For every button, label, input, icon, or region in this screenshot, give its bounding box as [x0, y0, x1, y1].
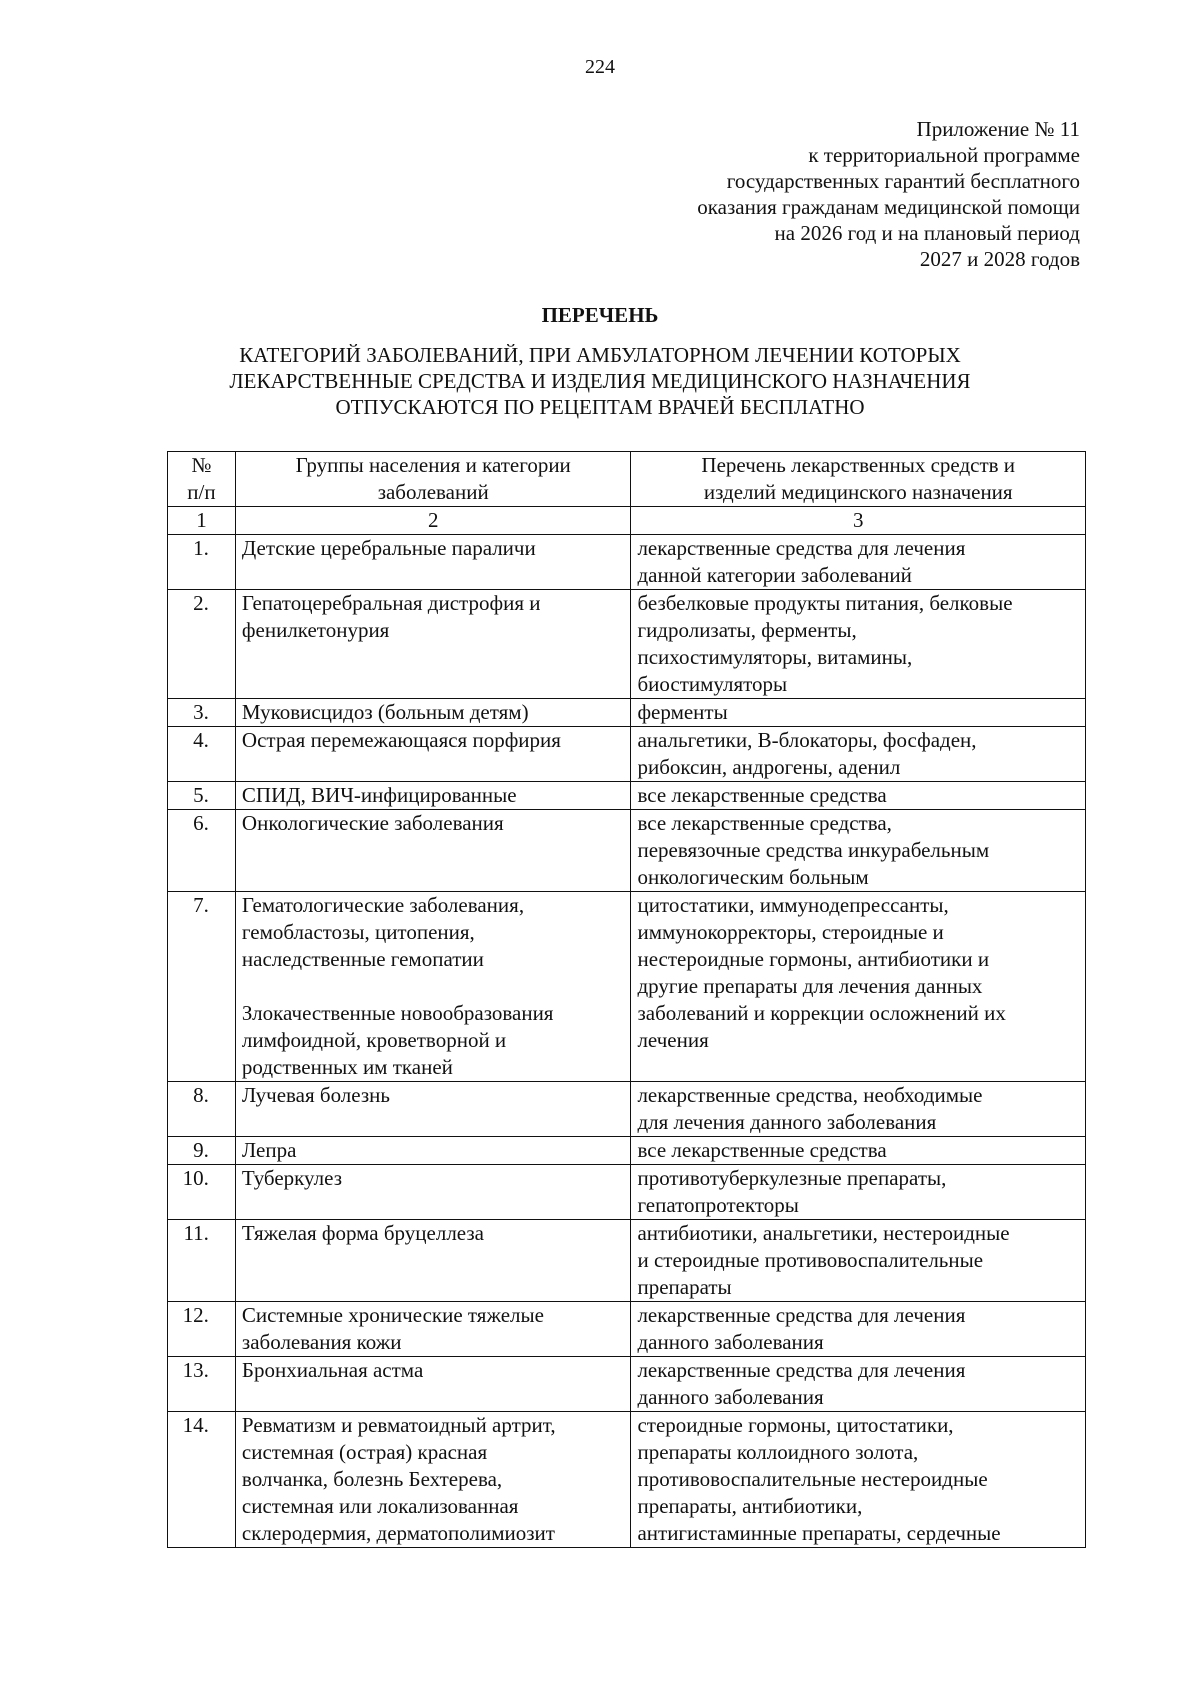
header-line: заболеваний [377, 480, 489, 504]
appendix-line: оказания гражданам медицинской помощи [697, 195, 1080, 219]
cell-line: Острая перемежающаяся порфирия [241, 728, 561, 752]
document-title: ПЕРЕЧЕНЬ [541, 303, 659, 327]
cell-line: заболеваний и коррекции осложнений их [637, 1001, 1006, 1025]
appendix-line: Приложение № 11 [916, 117, 1080, 141]
column-number-row [168, 507, 1086, 535]
drugs-cell [631, 1302, 1086, 1357]
appendix-line: на 2026 год и на плановый период [774, 221, 1080, 245]
category-cell [235, 782, 631, 810]
cell-line: антибиотики, анальгетики, нестероидные [637, 1221, 1010, 1245]
cell-line: другие препараты для лечения данных [637, 974, 983, 998]
table-row [168, 535, 1086, 590]
line-gap [242, 973, 625, 1000]
cell-line: и стероидные противовоспалительные [637, 1248, 984, 1272]
cell-line: лекарственные средства для лечения [637, 1358, 966, 1382]
diseases-table [167, 451, 1086, 1548]
row-number: 13. [168, 1357, 236, 1412]
drugs-cell [631, 1137, 1086, 1165]
cell-line: биостимуляторы [637, 672, 788, 696]
cell-line: заболевания кожи [241, 1330, 402, 1354]
cell-line: волчанка, болезнь Бехтерева, [241, 1467, 503, 1491]
drugs-cell [631, 535, 1086, 590]
cell-line: лекарственные средства для лечения [637, 536, 966, 560]
cell-line: препараты [637, 1275, 732, 1299]
table-header-row [168, 452, 1086, 507]
cell-line: препараты коллоидного золота, [637, 1440, 919, 1464]
table-row [168, 1137, 1086, 1165]
row-number: 1. [168, 535, 236, 590]
cell-line: Онкологические заболевания [241, 811, 504, 835]
category-cell [235, 1412, 631, 1548]
header-line: № [191, 453, 212, 477]
cell-line: данного заболевания [637, 1330, 824, 1354]
cell-line: безбелковые продукты питания, белковые [637, 591, 1013, 615]
cell-line: противотуберкулезные препараты, [637, 1166, 947, 1190]
cell-line: СПИД, ВИЧ-инфицированные [241, 783, 517, 807]
cell-line: склеродермия, дерматополимиозит [241, 1521, 555, 1545]
cell-line: Туберкулез [241, 1166, 342, 1190]
row-number: 14. [168, 1412, 236, 1548]
row-number: 5. [168, 782, 236, 810]
row-number: 2. [168, 590, 236, 699]
cell-line: лекарственные средства для лечения [637, 1303, 966, 1327]
cell-line: рибоксин, андрогены, аденил [637, 755, 901, 779]
cell-line: лимфоидной, кроветворной и [241, 1028, 507, 1052]
column-number: 3 [631, 507, 1086, 535]
table-row [168, 590, 1086, 699]
cell-line: все лекарственные средства [637, 1138, 887, 1162]
appendix-line: 2027 и 2028 годов [919, 247, 1080, 271]
category-cell [235, 699, 631, 727]
appendix-header [697, 116, 1080, 272]
table-row [168, 782, 1086, 810]
cell-line: нестероидные гормоны, антибиотики и [637, 947, 990, 971]
category-cell [235, 590, 631, 699]
subtitle-line: ЛЕКАРСТВЕННЫЕ СРЕДСТВА И ИЗДЕЛИЯ МЕДИЦИНСКОГО НАЗНАЧЕНИЯ [229, 369, 971, 393]
drugs-cell [631, 892, 1086, 1082]
category-cell [235, 1082, 631, 1137]
cell-line: анальгетики, В-блокаторы, фосфаден, [637, 728, 977, 752]
table-row [168, 810, 1086, 892]
table-row [168, 1302, 1086, 1357]
cell-line: гидролизаты, ферменты, [637, 618, 857, 642]
subtitle-line: ОТПУСКАЮТСЯ ПО РЕЦЕПТАМ ВРАЧЕЙ БЕСПЛАТНО [335, 395, 865, 419]
column-number: 2 [235, 507, 631, 535]
row-number: 3. [168, 699, 236, 727]
subtitle-line: КАТЕГОРИЙ ЗАБОЛЕВАНИЙ, ПРИ АМБУЛАТОРНОМ ЛЕЧЕНИИ КОТОРЫХ [239, 343, 961, 367]
table-row [168, 1357, 1086, 1412]
cell-line: противовоспалительные нестероидные [637, 1467, 988, 1491]
table-row [168, 1412, 1086, 1548]
cell-line: стероидные гормоны, цитостатики, [637, 1413, 954, 1437]
cell-line: данного заболевания [637, 1385, 824, 1409]
row-number: 4. [168, 727, 236, 782]
page-number: 224 [585, 56, 615, 78]
drugs-cell [631, 1082, 1086, 1137]
header-line: Группы населения и категории [295, 453, 571, 477]
header-line: п/п [187, 480, 216, 504]
cell-line: данной категории заболеваний [637, 563, 912, 587]
appendix-line: к территориальной программе [808, 143, 1080, 167]
table-row [168, 1165, 1086, 1220]
category-cell [235, 892, 631, 1082]
category-cell [235, 1357, 631, 1412]
cell-line: Лучевая болезнь [241, 1083, 390, 1107]
cell-line: системная или локализованная [241, 1494, 519, 1518]
header-line: Перечень лекарственных средств и [701, 453, 1016, 477]
category-cell [235, 1165, 631, 1220]
category-cell [235, 810, 631, 892]
drugs-cell [631, 782, 1086, 810]
drugs-cell [631, 1412, 1086, 1548]
cell-line: перевязочные средства инкурабельным [637, 838, 990, 862]
header-line: изделий медицинского назначения [703, 480, 1013, 504]
drugs-cell [631, 1220, 1086, 1302]
row-number: 6. [168, 810, 236, 892]
cell-line: препараты, антибиотики, [637, 1494, 863, 1518]
cell-line: лекарственные средства, необходимые [637, 1083, 983, 1107]
cell-line: фенилкетонурия [241, 618, 390, 642]
cell-line: Тяжелая форма бруцеллеза [241, 1221, 484, 1245]
header-drugs [631, 452, 1086, 507]
cell-line: родственных им тканей [241, 1055, 453, 1079]
row-number: 10. [168, 1165, 236, 1220]
cell-line: Бронхиальная астма [241, 1358, 424, 1382]
table-body [168, 535, 1086, 1548]
drugs-cell [631, 590, 1086, 699]
column-number: 1 [168, 507, 236, 535]
cell-line: психостимуляторы, витамины, [637, 645, 913, 669]
cell-line: Детские церебральные параличи [241, 536, 536, 560]
row-number: 11. [168, 1220, 236, 1302]
cell-line: онкологическим больным [637, 865, 869, 889]
cell-line: все лекарственные средства, [637, 811, 892, 835]
category-cell [235, 1220, 631, 1302]
table-row [168, 892, 1086, 1082]
drugs-cell [631, 727, 1086, 782]
cell-line: наследственные гемопатии [241, 947, 484, 971]
cell-line: цитостатики, иммунодепрессанты, [637, 893, 949, 917]
document-subtitle [0, 342, 1200, 420]
cell-line: Ревматизм и ревматоидный артрит, [241, 1413, 556, 1437]
row-number: 8. [168, 1082, 236, 1137]
category-cell [235, 1302, 631, 1357]
header-category [235, 452, 631, 507]
category-cell [235, 1137, 631, 1165]
category-cell [235, 535, 631, 590]
table-row [168, 699, 1086, 727]
cell-line: Злокачественные новообразования [241, 1001, 554, 1025]
cell-line: иммунокорректоры, стероидные и [637, 920, 944, 944]
table-row [168, 1082, 1086, 1137]
cell-line: все лекарственные средства [637, 783, 887, 807]
drugs-cell [631, 1357, 1086, 1412]
cell-line: для лечения данного заболевания [637, 1110, 937, 1134]
header-number [168, 452, 236, 507]
row-number: 9. [168, 1137, 236, 1165]
cell-line: системная (острая) красная [241, 1440, 488, 1464]
cell-line: Гепатоцеребральная дистрофия и [241, 591, 541, 615]
cell-line: Лепра [241, 1138, 297, 1162]
cell-line: антигистаминные препараты, сердечные [637, 1521, 1001, 1545]
cell-line: лечения [637, 1028, 709, 1052]
row-number: 12. [168, 1302, 236, 1357]
appendix-line: государственных гарантий бесплатного [726, 169, 1080, 193]
row-number: 7. [168, 892, 236, 1082]
cell-line: гепатопротекторы [637, 1193, 799, 1217]
cell-line: Системные хронические тяжелые [241, 1303, 544, 1327]
table-row [168, 1220, 1086, 1302]
cell-line: Гематологические заболевания, [241, 893, 525, 917]
cell-line: ферменты [637, 700, 728, 724]
category-cell [235, 727, 631, 782]
drugs-cell [631, 1165, 1086, 1220]
drugs-cell [631, 810, 1086, 892]
drugs-cell [631, 699, 1086, 727]
table-row [168, 727, 1086, 782]
cell-line: Муковисцидоз (больным детям) [241, 700, 529, 724]
cell-line: гемобластозы, цитопения, [241, 920, 475, 944]
